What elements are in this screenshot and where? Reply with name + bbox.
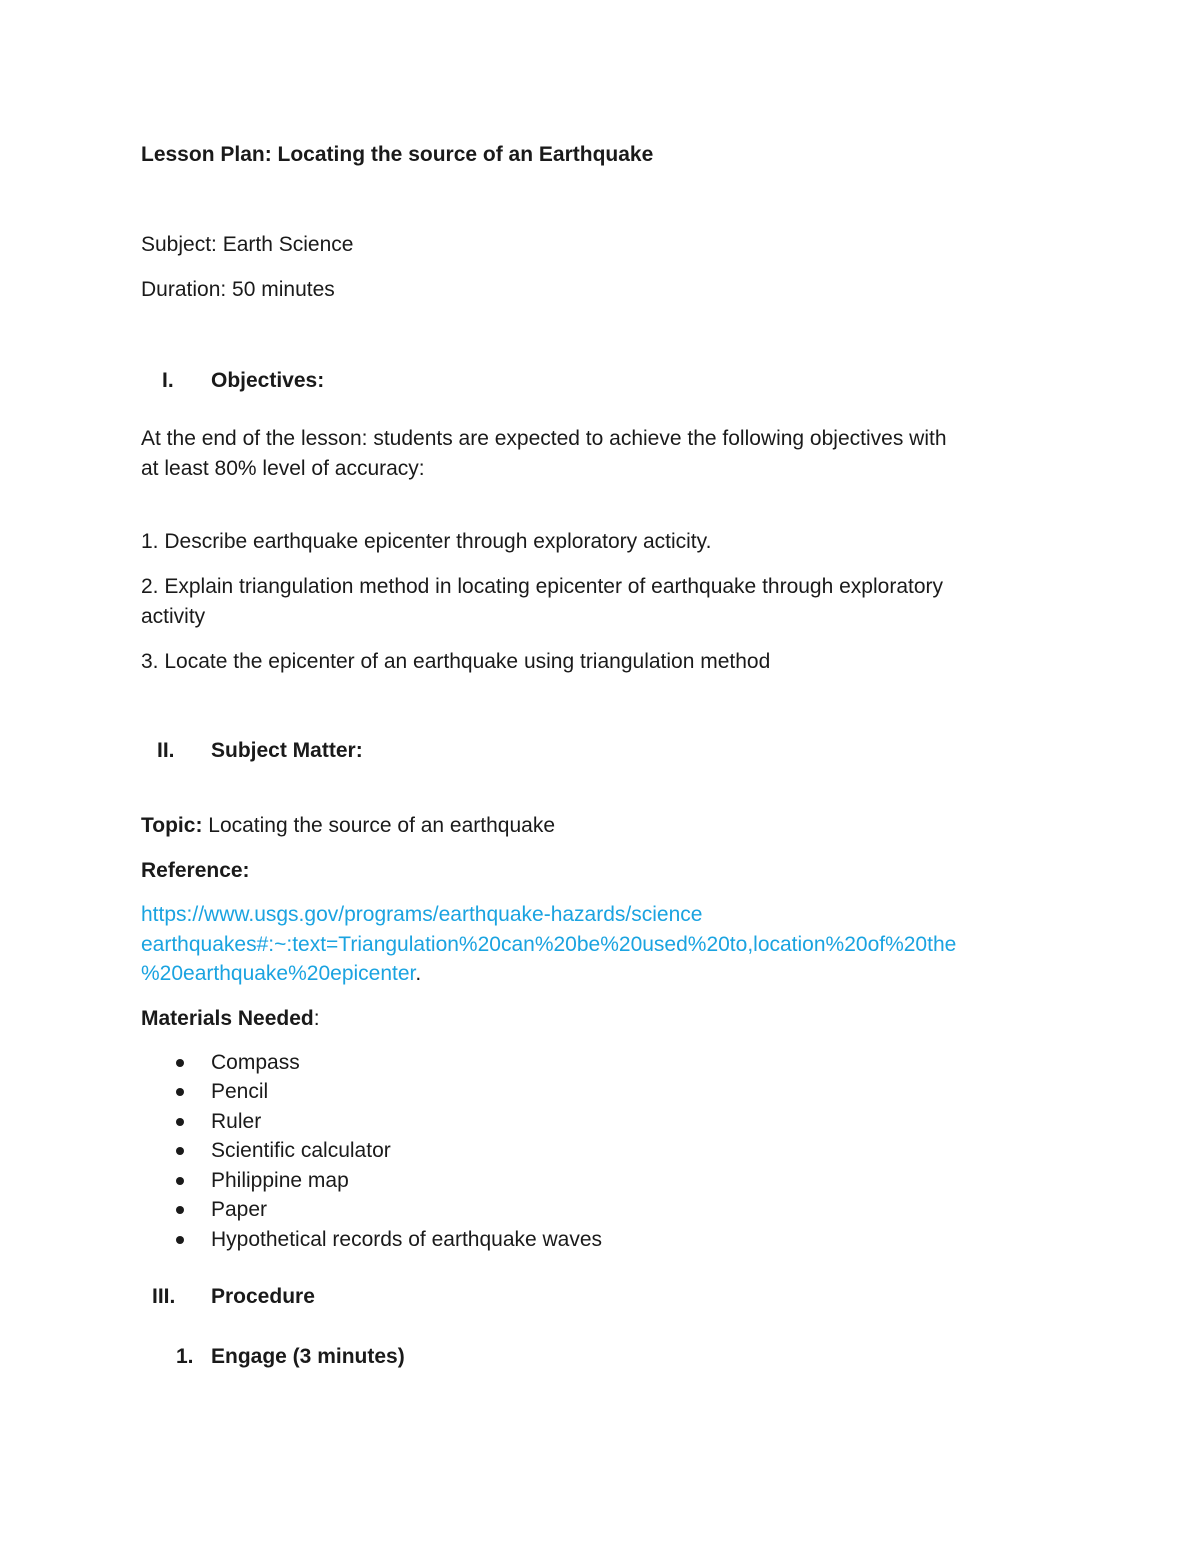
material-item: Philippine map [211,1169,349,1192]
materials-label: Materials Needed [141,1007,314,1030]
step-heading-engage: Engage (3 minutes) [211,1345,405,1368]
bullet-icon [176,1088,184,1096]
objective-continuation: activity [141,605,206,628]
section-numeral: III. [152,1285,176,1308]
material-item: Hypothetical records of earthquake waves [211,1228,603,1251]
materials-colon: : [313,1007,320,1030]
bullet-icon [176,1236,184,1244]
document-title: Lesson Plan: Locating the source of an Earthquake [141,143,654,166]
topic-line [141,811,555,841]
topic-label: Topic: [141,814,203,837]
reference-label: Reference: [141,859,250,882]
material-item: Compass [211,1051,300,1074]
bullet-icon [176,1206,184,1214]
objective-text: 2. Explain triangulation method in locating epicenter of earthquake through exploratory [141,575,944,598]
section-heading-procedure: Procedure [211,1285,315,1308]
material-item: Pencil [211,1080,269,1103]
section-heading-objectives: Objectives: [211,369,325,392]
objective-item: 3. Locate the epicenter of an earthquake using triangulation method [141,650,771,673]
reference-link[interactable]: https://www.usgs.gov/programs/earthquake-hazards/science [141,903,703,926]
material-item: Paper [211,1198,268,1221]
material-item: Ruler [211,1110,262,1133]
section-numeral: II. [157,739,175,762]
reference-link-end [141,959,421,989]
intro-line-1: At the end of the lesson: students are expected to achieve the following objectives with [141,427,947,450]
step-number: 1. [176,1345,194,1368]
section-heading-subject-matter: Subject Matter: [211,739,363,762]
materials-heading [141,1004,320,1034]
bullet-icon [176,1118,184,1126]
bullet-icon [176,1177,184,1185]
intro-line-2: at least 80% level of accuracy: [141,457,425,480]
topic-value: Locating the source of an earthquake [202,814,556,837]
reference-link[interactable]: earthquakes#:~:text=Triangulation%20can%20be%20used%20to,location%20of%20the [141,933,957,956]
bullet-icon [176,1059,184,1067]
reference-period: . [415,962,422,985]
objective-item: 1. Describe earthquake epicenter through exploratory acticity. [141,530,712,553]
material-item: Scientific calculator [211,1139,391,1162]
subject-line: Subject: Earth Science [141,233,354,256]
bullet-icon [176,1147,184,1155]
section-numeral: I. [162,369,174,392]
duration-line: Duration: 50 minutes [141,278,335,301]
reference-link[interactable]: %20earthquake%20epicenter [141,962,416,985]
objectives-intro [141,424,1058,454]
objective-item [141,572,1058,602]
